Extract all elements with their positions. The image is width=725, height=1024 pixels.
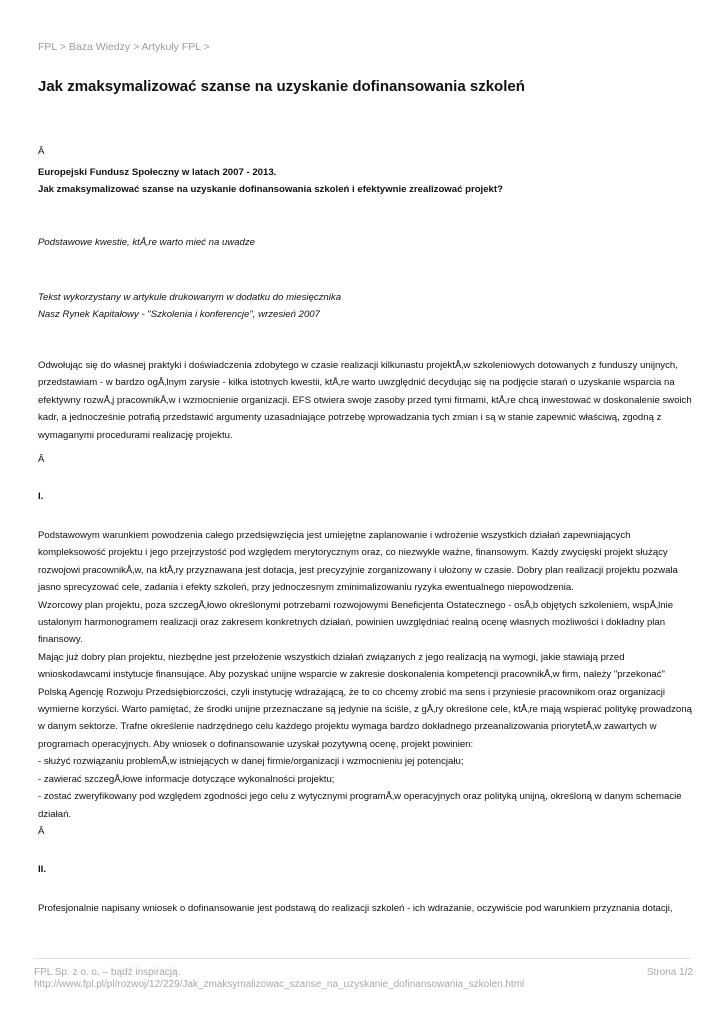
body-paragraph: Mając już dobry plan projektu, niezbędne jest przełożenie wszystkich działań związanych z jego realizacją na wymogi, jakie stawiają przed wnioskodawcami instytucje finansujące. Aby pozyskać unijne wsparcie w zakresie doskonalenia kompetencji pracownikÅ‚w firm, należy "przekonać" Polską Agencję Rozwoju Przedsiębiorczości, czyli instytucję wdrażającą, że to co chcemy zrobić ma sens i przyniesie pracownikom oraz organizacji wymierne korzyści. Warto pamiętać, że środki unijne przeznaczane są jedynie na ściśle, z gÅ‚ry określone cele, ktÅ‚re mają wspierać politykę prowadzoną w danym sektorze. Trafne określenie nadrzędnego celu każdego projektu wymaga bardzo dokładnego przeanalizowania priorytetÅ‚w zawartych w programach operacyjnych. Aby wniosek o dofinansowanie uzyskał pozytywną ocenę, projekt powinien: [38, 651, 692, 750]
list-item: - zostać zweryfikowany pod względem zgodności jego celu z wytycznymi programÅ‚w operacyjnych oraz polityką unijną, określoną w danym schemacie działań. [38, 791, 682, 820]
breadcrumb-separator: > [59, 41, 66, 53]
source-line: Nasz Rynek Kapitałowy - "Szkolenia i konferencje", wrzesień 2007 [38, 309, 320, 321]
breadcrumb-separator: > [133, 41, 140, 53]
stray-char: Â [38, 826, 45, 837]
body-paragraph: Odwołując się do własnej praktyki i doświadczenia zdobytego w czasie realizacji kilkunastu projektÅ‚w szkoleniowych dotowanych z funduszy unijnych, przedstawiam - w bardzo ogÅ‚lnym zarysie - kilka istotnych kwestii, ktÅ‚re warto uwzględnić decydując się na podjęcie starań o uzyskanie wsparcia na efektywny rozwÅ‚j pracownikÅ‚w i wzmocnienie organizacji. EFS otwiera swoje zasoby przed tymi firmami, ktÅ‚re chcą inwestować w doskonalenie swoich kadr, a jednocześnie potrafią przedstawić argumenty uzasadniające potrzebę wprowadzania tych zmian i są w stanie zapewnić właściwą, zgodną z wymaganymi procedurami realizację projektu. [38, 360, 692, 441]
body-section [38, 527, 693, 823]
stray-char: Â [38, 146, 45, 157]
source-note [38, 289, 693, 324]
body-paragraph: Wzorcowy plan projektu, poza szczegÅ‚łowo określonymi potrzebami rozwojowymi Beneficjenta Ostatecznego - osÅ‚b objętych szkoleniem, wspÅ‚lnie ustalonym harmonogramem realizacji oraz zakresem konkretnych działań, powinien uwzględniać realną ocenę własnych możliwości i dokładny plan finansowy. [38, 599, 674, 646]
article-subtitle: Podstawowe kwestie, ktÅ‚re warto mieć na uwadze [38, 237, 256, 248]
breadcrumb-link-artykuly[interactable]: Artykuły FPL [141, 41, 201, 53]
list-item: - służyć rozwiązaniu problemÅ‚w istniejących w danej firmie/organizacji i wzmocnieniu jej potencjału; [38, 756, 464, 768]
body-paragraph: Profesjonalnie napisany wniosek o dofinansowanie jest podstawą do realizacji szkoleń - ich wdrażanie, oczywiście pod warunkiem przyznania dotacji, [38, 903, 673, 914]
body-paragraph: Podstawowym warunkiem powodzenia całego przedsięwzięcia jest umiejętne zaplanowanie i wdrożenie wszystkich działań zapewniających kompleksowość projektu i jego przejrzystość pod względem merytorycznym oraz, co niezwykle ważne, finansowym. Każdy zwycięski projekt służący rozwojowi pracownikÅ‚w, na ktÅ‚ry przyznawana jest dotacja, jest precyzyjnie zorganizowany i ułożony w czasie. Dobry plan realizacji projektu pozwala jasno sprecyzować cele, zadania i efekty szkoleń, przy jednoczesnym zminimalizowaniu ryzyka ewentualnego niepowodzenia. [38, 530, 678, 594]
footer-info [34, 967, 524, 991]
breadcrumb-link-fpl[interactable]: FPL [38, 41, 57, 53]
breadcrumb-link-baza-wiedzy[interactable]: Baza Wiedzy [68, 41, 131, 53]
stray-char: Â [38, 454, 45, 465]
list-item: - zawierać szczegÅ‚łowe informacje dotyczące wykonalności projektu; [38, 773, 335, 785]
page-number: Strona 1/2 [646, 967, 693, 978]
intro-line: Europejski Fundusz Społeczny w latach 2007 - 2013. [38, 167, 277, 178]
source-line: Tekst wykorzystany w artykule drukowanym w dodatku do miesięcznika [38, 292, 342, 303]
intro-line: Jak zmaksymalizować szanse na uzyskanie dofinansowania szkoleń i efektywnie zrealizować projekt? [38, 184, 503, 196]
page-title: Jak zmaksymalizować szanse na uzyskanie dofinansowania szkoleń [38, 78, 525, 95]
footer-company: FPL Sp. z o. o. – bądź inspiracją. [34, 967, 181, 978]
intro-heading [38, 164, 693, 199]
breadcrumb [38, 41, 210, 53]
section-heading: II. [38, 864, 46, 875]
breadcrumb-separator: > [203, 41, 210, 53]
footer-divider [34, 958, 691, 959]
footer-url[interactable]: http://www.fpl.pl/pl/rozwoj/12/229/Jak_zmaksymalizowac_szanse_na_uzyskanie_dofinansowania_szkolen.html [34, 979, 525, 990]
section-heading: I. [38, 491, 44, 502]
